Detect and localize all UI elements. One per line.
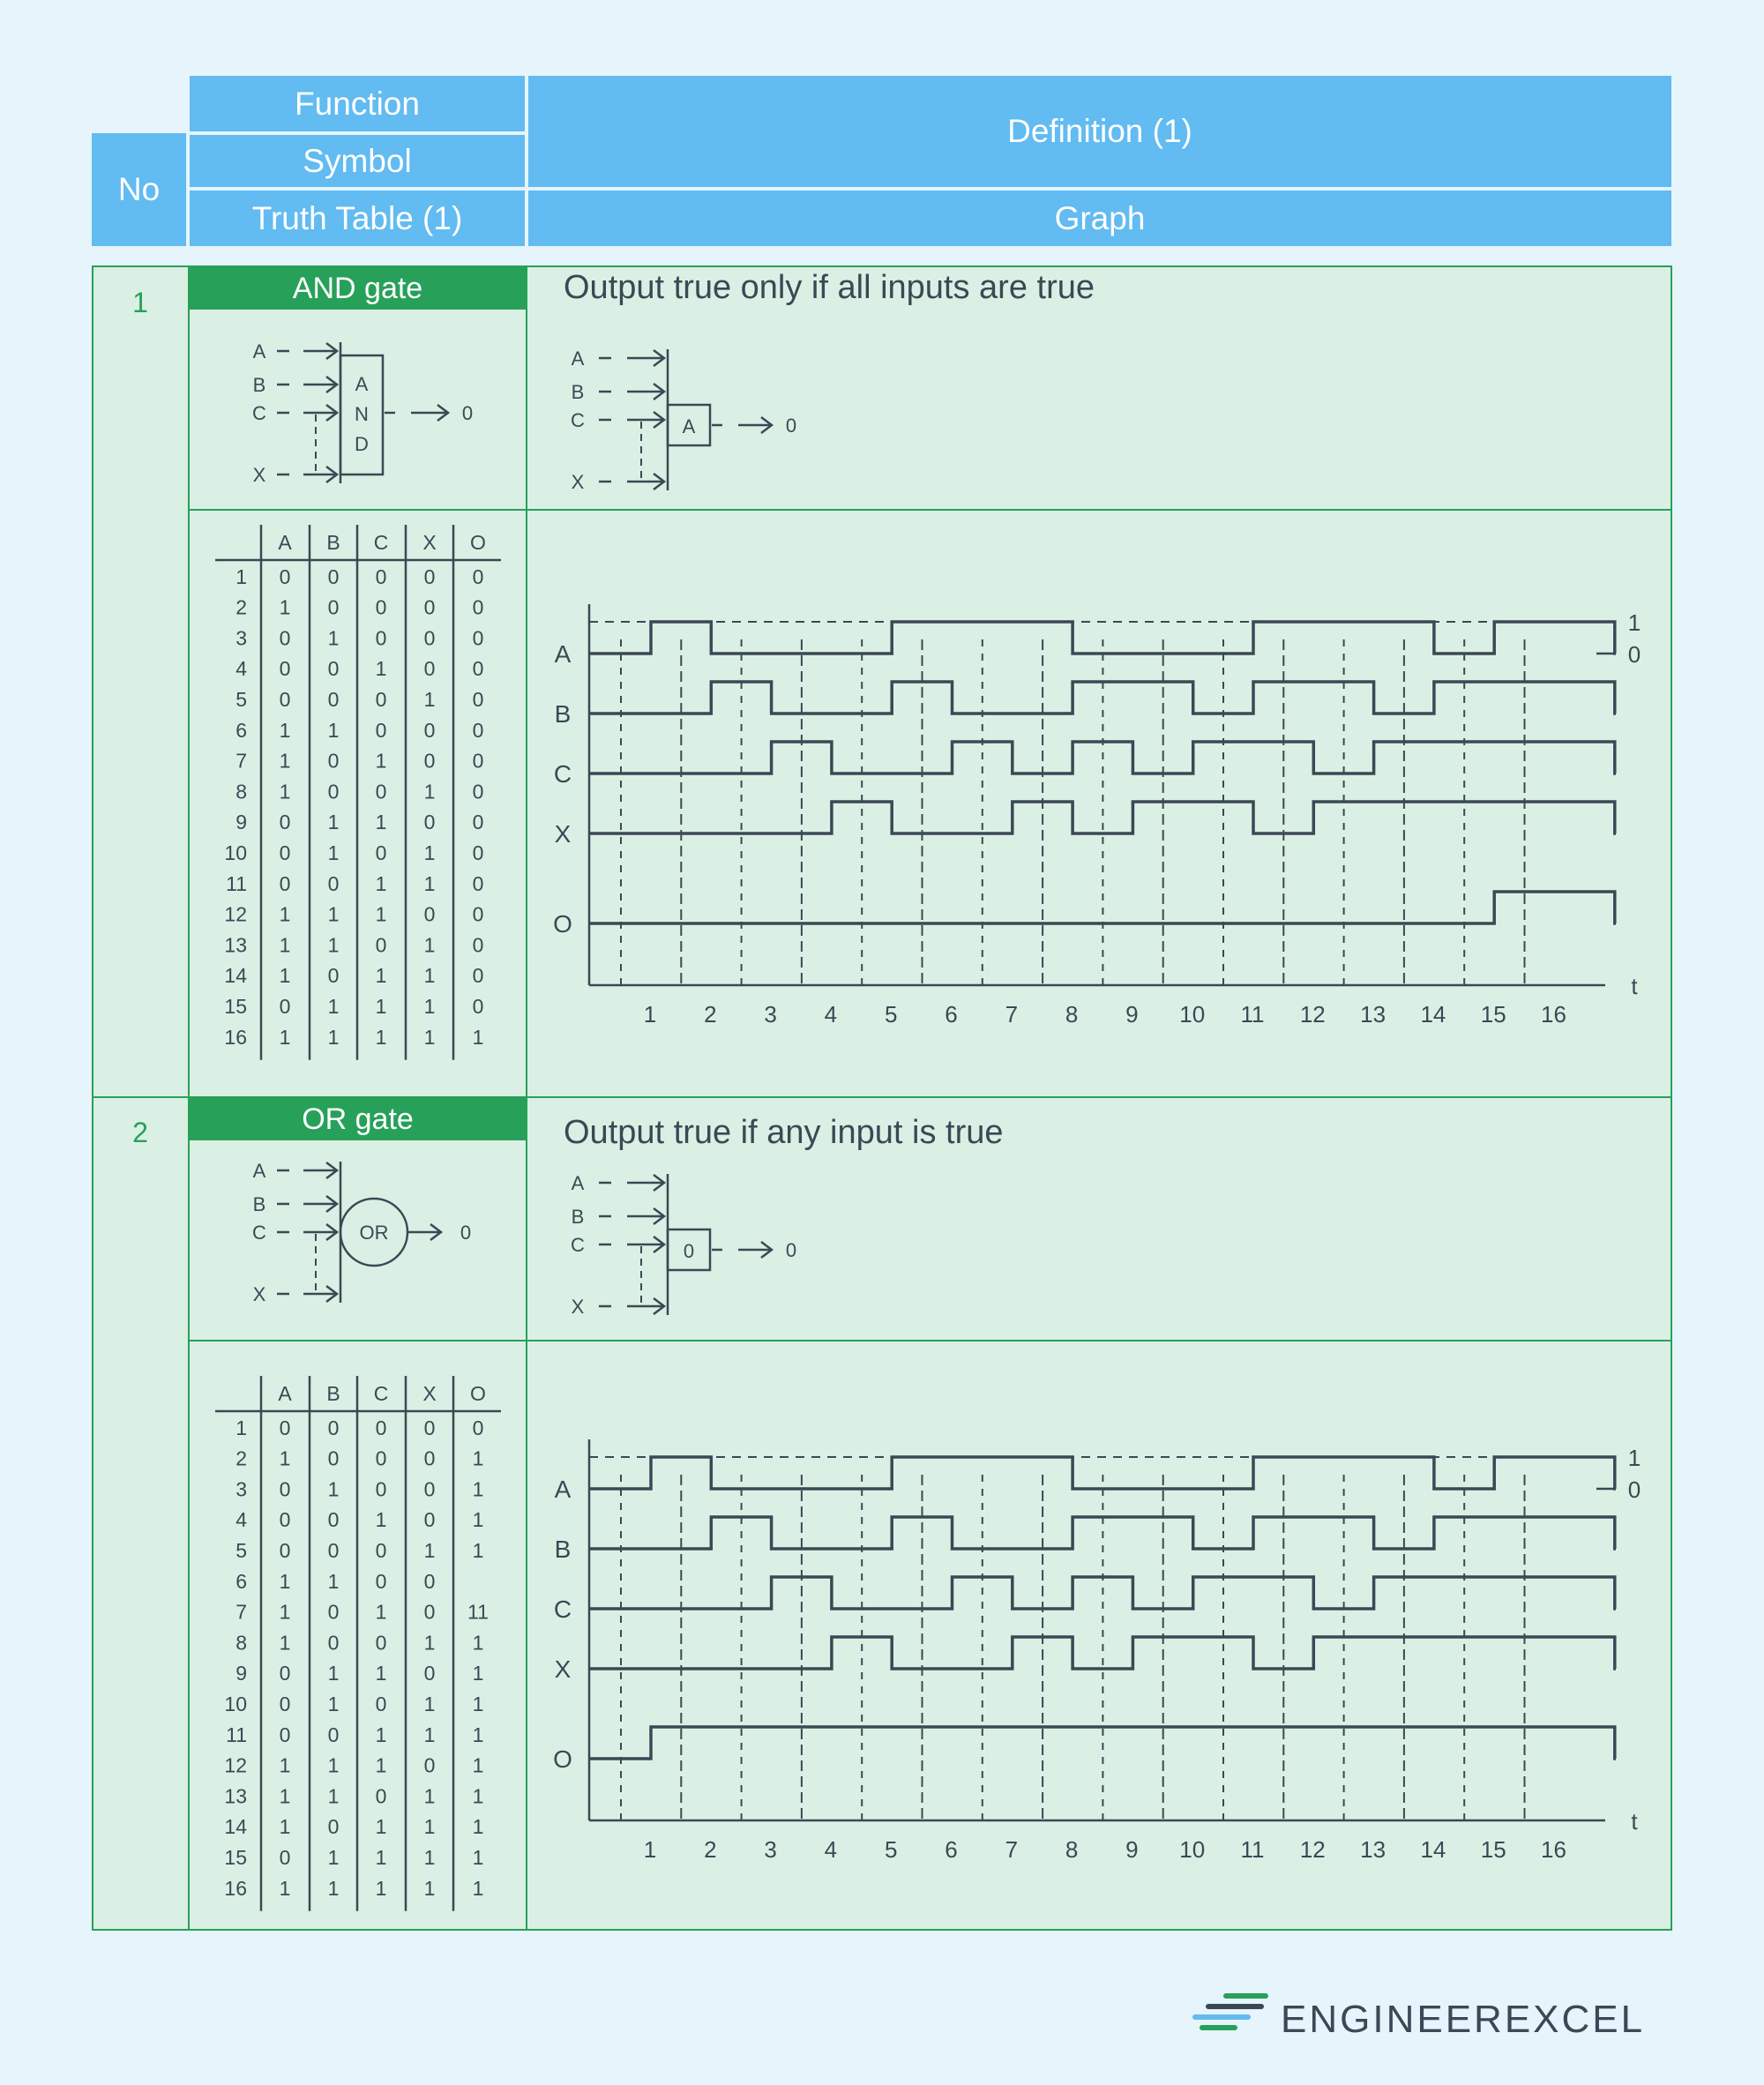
or-tt-row-14-C: 1 <box>375 1815 387 1839</box>
and-graph-signal-label-A: A <box>554 640 572 668</box>
and-tt-row-15-index: 15 <box>224 995 247 1018</box>
or-tt-header-A: A <box>278 1382 292 1405</box>
or-alt-input-label-A: A <box>571 1172 585 1194</box>
or-tt-row-3-A: 0 <box>279 1477 291 1501</box>
or-tt-row-14-B: 0 <box>327 1815 340 1839</box>
and-tt-row-8-O: 0 <box>472 780 484 803</box>
and-tt-row-3-X: 0 <box>423 626 436 650</box>
logo-icon <box>1186 1989 1274 2051</box>
row-and-number: 1 <box>132 287 148 318</box>
and-tt-row-7-C: 1 <box>375 749 387 773</box>
and-tt-row-13-B: 1 <box>327 933 340 957</box>
and-graph-t-label: t <box>1631 973 1638 999</box>
and-tt-row-15-O: 0 <box>472 995 484 1018</box>
or-tt-row-2-A: 1 <box>279 1446 291 1470</box>
and-symbol-input-label-B: B <box>252 374 266 396</box>
and-graph-signal-label-B: B <box>554 700 572 728</box>
and-graph-tick-8: 8 <box>1065 1001 1079 1028</box>
and-tt-row-11-O: 0 <box>472 871 484 895</box>
row-or-function: OR gate <box>190 1098 526 1140</box>
or-tt-row-11-C: 1 <box>375 1723 387 1746</box>
and-tt-row-16-C: 1 <box>375 1025 387 1049</box>
and-tt-row-14-A: 1 <box>279 964 291 988</box>
and-tt-row-12-A: 1 <box>279 902 291 926</box>
or-tt-row-1-X: 0 <box>423 1416 436 1439</box>
or-graph-signal-label-A: A <box>554 1476 572 1503</box>
and-tt-row-3-A: 0 <box>279 626 291 650</box>
row-or-definition: Output true if any input is true <box>564 1114 1004 1151</box>
and-graph-tick-14: 14 <box>1420 1001 1446 1028</box>
and-graph-tick-2: 2 <box>704 1001 717 1028</box>
and-tt-row-4-index: 4 <box>235 657 247 681</box>
and-tt-row-2-index: 2 <box>235 595 247 619</box>
or-alt-input-label-B: B <box>571 1206 585 1228</box>
or-tt-row-16-index: 16 <box>224 1876 247 1900</box>
or-tt-row-8-index: 8 <box>235 1631 247 1655</box>
or-graph-tick-1: 1 <box>643 1836 657 1863</box>
and-symbol-gate-letter-0: A <box>355 373 369 395</box>
header-function-label: Function <box>295 85 420 122</box>
and-tt-row-6-index: 6 <box>235 718 247 742</box>
and-tt-row-7-A: 1 <box>279 749 291 773</box>
and-symbol-gate-letter-2: D <box>355 433 369 455</box>
or-tt-row-8-B: 0 <box>327 1631 340 1655</box>
and-alt-input-label-C: C <box>571 409 585 431</box>
and-tt-row-3-B: 1 <box>327 626 340 650</box>
or-alt-gate-text: 0 <box>683 1240 695 1262</box>
and-graph-tick-15: 15 <box>1480 1001 1506 1028</box>
and-tt-row-5-O: 0 <box>472 688 484 711</box>
or-graph-signal-label-O: O <box>553 1745 572 1773</box>
or-tt-header-O: O <box>470 1382 486 1405</box>
and-graph-tick-7: 7 <box>1005 1001 1019 1028</box>
and-tt-row-2-X: 0 <box>423 595 436 619</box>
or-tt-row-3-O: 1 <box>472 1477 484 1501</box>
and-graph-low-label: 0 <box>1627 641 1641 668</box>
and-tt-row-12-O: 0 <box>472 902 484 926</box>
or-tt-header-X: X <box>422 1382 437 1405</box>
and-tt-row-7-B: 0 <box>327 749 340 773</box>
and-tt-row-2-A: 1 <box>279 595 291 619</box>
or-symbol-input-label-X: X <box>252 1283 266 1305</box>
or-tt-row-5-O: 1 <box>472 1539 484 1562</box>
and-graph-tick-11: 11 <box>1240 1001 1265 1028</box>
or-tt-row-8-A: 1 <box>279 1631 291 1655</box>
or-tt-row-6-X: 0 <box>423 1569 436 1593</box>
or-tt-row-1-C: 0 <box>375 1416 387 1439</box>
or-alt-input-label-C: C <box>571 1234 585 1256</box>
or-tt-header-B: B <box>326 1382 340 1405</box>
and-tt-row-4-B: 0 <box>327 657 340 681</box>
and-tt-row-9-X: 0 <box>423 811 436 834</box>
and-tt-row-15-X: 1 <box>423 995 436 1018</box>
or-tt-row-2-B: 0 <box>327 1446 340 1470</box>
or-graph-tick-13: 13 <box>1360 1836 1387 1863</box>
or-symbol-input-label-B: B <box>252 1193 266 1215</box>
or-tt-row-4-A: 0 <box>279 1508 291 1532</box>
and-alt-input-label-B: B <box>571 381 585 403</box>
or-tt-row-5-C: 0 <box>375 1539 387 1562</box>
and-tt-row-1-X: 0 <box>423 564 436 588</box>
header-symbol-label: Symbol <box>303 142 412 179</box>
and-graph-tick-5: 5 <box>884 1001 898 1028</box>
or-tt-row-2-C: 0 <box>375 1446 387 1470</box>
and-tt-header-O: O <box>470 531 486 554</box>
or-symbol-output-label: 0 <box>460 1222 472 1244</box>
or-tt-row-12-O: 1 <box>472 1753 484 1777</box>
and-tt-row-14-C: 1 <box>375 964 387 988</box>
or-tt-row-5-index: 5 <box>235 1539 247 1562</box>
or-tt-row-9-index: 9 <box>235 1662 247 1685</box>
or-graph-tick-4: 4 <box>824 1836 838 1863</box>
header-no-label: No <box>117 171 161 207</box>
and-graph-tick-16: 16 <box>1541 1001 1566 1028</box>
and-tt-row-8-B: 0 <box>327 780 340 803</box>
or-graph-tick-5: 5 <box>884 1836 898 1863</box>
or-tt-row-7-A: 1 <box>279 1600 291 1624</box>
or-tt-row-14-A: 1 <box>279 1815 291 1839</box>
or-tt-row-6-C: 0 <box>375 1569 387 1593</box>
and-tt-row-4-X: 0 <box>423 657 436 681</box>
and-tt-row-11-B: 0 <box>327 871 340 895</box>
and-symbol-input-label-A: A <box>252 340 266 362</box>
or-alt-input-label-X: X <box>571 1296 585 1318</box>
logo-part-1: ENGINEER <box>1281 1998 1505 2041</box>
and-graph-tick-10: 10 <box>1179 1001 1206 1028</box>
or-tt-row-9-A: 0 <box>279 1662 291 1685</box>
and-tt-row-11-X: 1 <box>423 871 436 895</box>
or-tt-row-12-A: 1 <box>279 1753 291 1777</box>
or-tt-row-16-B: 1 <box>327 1876 340 1900</box>
or-tt-row-15-O: 1 <box>472 1846 484 1869</box>
and-tt-row-14-X: 1 <box>423 964 436 988</box>
and-tt-row-13-O: 0 <box>472 933 484 957</box>
or-tt-row-1-index: 1 <box>235 1416 247 1439</box>
or-tt-row-9-B: 1 <box>327 1662 340 1685</box>
or-graph-tick-2: 2 <box>704 1836 717 1863</box>
header-truth-table-label: Truth Table (1) <box>251 199 463 236</box>
and-tt-row-7-O: 0 <box>472 749 484 773</box>
and-tt-row-7-index: 7 <box>235 749 247 773</box>
or-tt-row-7-B: 0 <box>327 1600 340 1624</box>
and-tt-row-10-C: 0 <box>375 841 387 864</box>
logo-part-2: EXCEL <box>1504 1998 1646 2041</box>
or-tt-row-11-index: 11 <box>226 1723 247 1746</box>
and-tt-row-15-B: 1 <box>327 995 340 1018</box>
or-graph-tick-9: 9 <box>1125 1836 1139 1863</box>
and-tt-row-1-A: 0 <box>279 564 291 588</box>
and-tt-row-1-B: 0 <box>327 564 340 588</box>
or-graph-tick-6: 6 <box>945 1836 958 1863</box>
and-tt-row-3-C: 0 <box>375 626 387 650</box>
and-tt-row-8-A: 1 <box>279 780 291 803</box>
or-graph-tick-15: 15 <box>1480 1836 1506 1863</box>
and-tt-header-A: A <box>278 531 292 554</box>
and-tt-row-6-O: 0 <box>472 718 484 742</box>
or-tt-row-13-C: 0 <box>375 1784 387 1808</box>
or-tt-row-1-O: 0 <box>472 1416 484 1439</box>
or-tt-row-13-B: 1 <box>327 1784 340 1808</box>
and-tt-row-7-X: 0 <box>423 749 436 773</box>
or-tt-row-4-X: 0 <box>423 1508 436 1532</box>
and-tt-row-11-A: 0 <box>279 871 291 895</box>
and-graph-tick-3: 3 <box>764 1001 777 1028</box>
and-tt-header-X: X <box>422 531 437 554</box>
and-tt-row-5-B: 0 <box>327 688 340 711</box>
and-tt-row-6-C: 0 <box>375 718 387 742</box>
and-graph-tick-6: 6 <box>945 1001 958 1028</box>
and-tt-row-9-O: 0 <box>472 811 484 834</box>
or-tt-row-7-O: 11 <box>467 1600 489 1624</box>
and-tt-row-8-C: 0 <box>375 780 387 803</box>
or-graph-signal-label-B: B <box>554 1536 572 1563</box>
and-tt-row-2-B: 0 <box>327 595 340 619</box>
or-tt-row-14-index: 14 <box>224 1815 247 1839</box>
and-graph-high-label: 1 <box>1627 609 1641 636</box>
and-alt-input-label-A: A <box>571 348 585 370</box>
or-tt-row-4-index: 4 <box>235 1508 247 1532</box>
or-tt-row-3-X: 0 <box>423 1477 436 1501</box>
or-tt-row-2-index: 2 <box>235 1446 247 1470</box>
or-tt-row-11-B: 0 <box>327 1723 340 1746</box>
and-tt-row-9-B: 1 <box>327 811 340 834</box>
and-tt-row-5-X: 1 <box>423 688 436 711</box>
and-graph-signal-label-X: X <box>554 820 572 848</box>
and-tt-row-12-X: 0 <box>423 902 436 926</box>
or-tt-row-6-A: 1 <box>279 1569 291 1593</box>
or-tt-header-C: C <box>373 1382 389 1405</box>
or-graph-tick-14: 14 <box>1420 1836 1446 1863</box>
row-or-number: 2 <box>132 1117 148 1148</box>
and-tt-row-13-C: 0 <box>375 933 387 957</box>
or-symbol-input-label-A: A <box>252 1160 266 1182</box>
or-tt-row-7-C: 1 <box>375 1600 387 1624</box>
and-tt-row-10-index: 10 <box>224 841 247 864</box>
or-graph-signal-A <box>589 1457 1616 1489</box>
row-and-definition: Output true only if all inputs are true <box>564 269 1095 306</box>
or-tt-row-13-index: 13 <box>224 1784 247 1808</box>
or-tt-row-10-A: 0 <box>279 1693 291 1715</box>
and-tt-row-13-X: 1 <box>423 933 436 957</box>
and-tt-row-14-index: 14 <box>224 964 247 988</box>
or-tt-row-7-X: 0 <box>423 1600 436 1624</box>
and-tt-row-1-C: 0 <box>375 564 387 588</box>
or-graph-tick-16: 16 <box>1541 1836 1566 1863</box>
and-alt-input-label-X: X <box>571 471 585 493</box>
and-tt-row-16-index: 16 <box>224 1025 247 1049</box>
or-tt-row-3-index: 3 <box>235 1477 247 1501</box>
or-tt-row-11-X: 1 <box>423 1723 436 1746</box>
and-graph-tick-1: 1 <box>643 1001 657 1028</box>
or-tt-row-10-C: 0 <box>375 1693 387 1715</box>
or-tt-row-12-X: 0 <box>423 1753 436 1777</box>
or-tt-row-14-X: 1 <box>423 1815 436 1839</box>
header-definition-label: Definition (1) <box>1007 113 1192 149</box>
and-tt-row-11-C: 1 <box>375 871 387 895</box>
and-tt-header-C: C <box>373 531 389 554</box>
or-graph-low-label: 0 <box>1627 1476 1641 1503</box>
or-tt-row-10-index: 10 <box>224 1693 247 1715</box>
and-tt-row-12-B: 1 <box>327 902 340 926</box>
or-tt-row-12-B: 1 <box>327 1753 340 1777</box>
and-tt-row-5-C: 0 <box>375 688 387 711</box>
or-tt-row-11-A: 0 <box>279 1723 291 1746</box>
or-graph-tick-12: 12 <box>1299 1836 1326 1863</box>
and-graph-signal-A <box>589 622 1616 654</box>
and-tt-row-2-O: 0 <box>472 595 484 619</box>
or-graph-tick-8: 8 <box>1065 1836 1079 1863</box>
and-tt-row-14-B: 0 <box>327 964 340 988</box>
and-tt-row-11-index: 11 <box>226 871 247 895</box>
and-tt-row-3-O: 0 <box>472 626 484 650</box>
and-tt-row-1-O: 0 <box>472 564 484 588</box>
or-tt-row-12-index: 12 <box>224 1753 247 1777</box>
or-tt-row-13-A: 1 <box>279 1784 291 1808</box>
and-symbol-input-label-C: C <box>252 402 266 424</box>
or-tt-row-9-O: 1 <box>472 1662 484 1685</box>
and-tt-row-4-O: 0 <box>472 657 484 681</box>
or-tt-row-3-C: 0 <box>375 1477 387 1501</box>
and-tt-row-9-C: 1 <box>375 811 387 834</box>
or-graph-tick-7: 7 <box>1005 1836 1019 1863</box>
or-tt-row-13-O: 1 <box>472 1784 484 1808</box>
or-graph-tick-10: 10 <box>1179 1836 1206 1863</box>
or-tt-row-16-A: 1 <box>279 1876 291 1900</box>
and-tt-header-B: B <box>326 531 340 554</box>
or-tt-row-8-O: 1 <box>472 1631 484 1655</box>
and-tt-row-6-B: 1 <box>327 718 340 742</box>
and-tt-row-16-O: 1 <box>472 1025 484 1049</box>
or-tt-row-10-B: 1 <box>327 1693 340 1715</box>
and-tt-row-1-index: 1 <box>235 564 247 588</box>
and-tt-row-12-index: 12 <box>224 902 247 926</box>
or-symbol-gate-text: OR <box>359 1222 389 1244</box>
or-tt-row-15-X: 1 <box>423 1846 436 1869</box>
and-tt-row-10-O: 0 <box>472 841 484 864</box>
or-tt-row-2-O: 1 <box>472 1446 484 1470</box>
and-symbol-gate-letter-1: N <box>355 403 369 425</box>
or-tt-row-4-O: 1 <box>472 1508 484 1532</box>
and-tt-row-12-C: 1 <box>375 902 387 926</box>
and-tt-row-8-index: 8 <box>235 780 247 803</box>
or-tt-row-6-index: 6 <box>235 1569 247 1593</box>
and-tt-row-3-index: 3 <box>235 626 247 650</box>
or-tt-row-3-B: 1 <box>327 1477 340 1501</box>
and-tt-row-16-B: 1 <box>327 1025 340 1049</box>
or-graph-high-label: 1 <box>1627 1445 1641 1471</box>
or-tt-row-7-index: 7 <box>235 1600 247 1624</box>
or-graph-tick-11: 11 <box>1240 1836 1265 1863</box>
or-tt-row-1-A: 0 <box>279 1416 291 1439</box>
or-tt-row-6-B: 1 <box>327 1569 340 1593</box>
and-tt-row-6-X: 0 <box>423 718 436 742</box>
or-graph-tick-3: 3 <box>764 1836 777 1863</box>
or-graph-signal-label-C: C <box>553 1596 572 1623</box>
and-tt-row-2-C: 0 <box>375 595 387 619</box>
or-tt-row-8-C: 0 <box>375 1631 387 1655</box>
and-tt-row-10-X: 1 <box>423 841 436 864</box>
or-graph-signal-label-X: X <box>554 1655 572 1683</box>
or-tt-row-2-X: 0 <box>423 1446 436 1470</box>
and-alt-gate-text: A <box>682 415 696 437</box>
or-tt-row-5-X: 1 <box>423 1539 436 1562</box>
or-tt-row-4-C: 1 <box>375 1508 387 1532</box>
and-tt-row-8-X: 1 <box>423 780 436 803</box>
and-tt-row-9-index: 9 <box>235 811 247 834</box>
or-tt-row-8-X: 1 <box>423 1631 436 1655</box>
and-graph-tick-12: 12 <box>1299 1001 1326 1028</box>
and-tt-row-4-A: 0 <box>279 657 291 681</box>
and-symbol-input-label-X: X <box>252 464 266 486</box>
or-tt-row-15-A: 0 <box>279 1846 291 1869</box>
logo-wordmark <box>1281 1998 1645 2042</box>
or-tt-row-15-B: 1 <box>327 1846 340 1869</box>
or-tt-row-16-O: 1 <box>472 1876 484 1900</box>
or-tt-row-5-A: 0 <box>279 1539 291 1562</box>
and-tt-row-6-A: 1 <box>279 718 291 742</box>
or-tt-row-1-B: 0 <box>327 1416 340 1439</box>
and-tt-row-15-A: 0 <box>279 995 291 1018</box>
and-graph-tick-9: 9 <box>1125 1001 1139 1028</box>
header-graph-label: Graph <box>1054 199 1146 236</box>
and-tt-row-10-B: 1 <box>327 841 340 864</box>
and-tt-row-10-A: 0 <box>279 841 291 864</box>
or-tt-row-14-O: 1 <box>472 1815 484 1839</box>
or-tt-row-10-O: 1 <box>472 1693 484 1715</box>
and-tt-row-5-A: 0 <box>279 688 291 711</box>
or-tt-row-9-C: 1 <box>375 1662 387 1685</box>
or-tt-row-5-B: 0 <box>327 1539 340 1562</box>
and-graph-tick-4: 4 <box>824 1001 838 1028</box>
and-symbol-output-label: 0 <box>461 402 474 424</box>
and-tt-row-13-index: 13 <box>224 933 247 957</box>
or-tt-row-13-X: 1 <box>423 1784 436 1808</box>
and-tt-row-5-index: 5 <box>235 688 247 711</box>
and-graph-signal-label-C: C <box>553 760 572 788</box>
or-tt-row-16-C: 1 <box>375 1876 387 1900</box>
or-tt-row-11-O: 1 <box>472 1723 484 1746</box>
and-tt-row-16-A: 1 <box>279 1025 291 1049</box>
or-symbol-input-label-C: C <box>252 1222 266 1244</box>
and-tt-row-4-C: 1 <box>375 657 387 681</box>
and-graph-tick-13: 13 <box>1360 1001 1387 1028</box>
and-tt-row-15-C: 1 <box>375 995 387 1018</box>
and-graph-signal-label-O: O <box>553 910 572 938</box>
or-tt-row-12-C: 1 <box>375 1753 387 1777</box>
and-tt-row-9-A: 0 <box>279 811 291 834</box>
row-and-function: AND gate <box>190 267 526 310</box>
or-tt-row-16-X: 1 <box>423 1876 436 1900</box>
and-tt-row-14-O: 0 <box>472 964 484 988</box>
and-alt-output-label: 0 <box>785 415 797 437</box>
or-alt-output-label: 0 <box>785 1239 797 1261</box>
and-tt-row-16-X: 1 <box>423 1025 436 1049</box>
or-tt-row-15-C: 1 <box>375 1846 387 1869</box>
and-tt-row-13-A: 1 <box>279 933 291 957</box>
or-graph-t-label: t <box>1631 1808 1638 1835</box>
or-tt-row-10-X: 1 <box>423 1693 436 1715</box>
or-tt-row-4-B: 0 <box>327 1508 340 1532</box>
or-tt-row-15-index: 15 <box>224 1846 247 1869</box>
or-tt-row-9-X: 0 <box>423 1662 436 1685</box>
